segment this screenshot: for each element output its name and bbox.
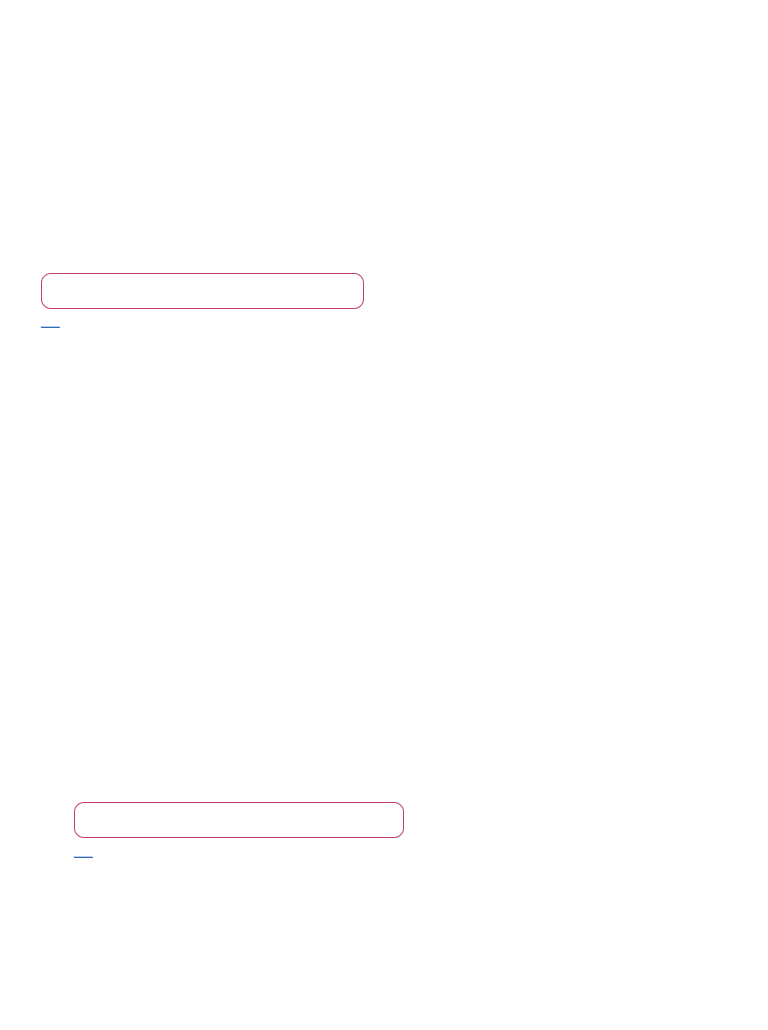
list-item <box>33 154 373 169</box>
example-exercise <box>41 316 371 330</box>
list-item <box>33 443 373 458</box>
list-item <box>33 986 373 1001</box>
task-3-list-continued <box>416 574 746 618</box>
list-item <box>33 111 373 126</box>
list-item <box>416 589 746 604</box>
list-item <box>33 125 373 140</box>
task-1-list <box>33 96 373 183</box>
list-item <box>416 31 746 46</box>
example-exercise <box>74 846 394 860</box>
list-item <box>33 169 373 184</box>
task-3-list-continued <box>416 31 746 60</box>
word-box <box>74 802 404 838</box>
list-item <box>416 603 746 618</box>
list-item <box>33 140 373 155</box>
list-item <box>33 1015 373 1030</box>
example-intro: ____ <box>41 318 60 328</box>
list-item <box>33 472 373 487</box>
list-item <box>49 713 379 728</box>
list-item <box>49 698 379 713</box>
list-item <box>49 684 379 699</box>
list-item <box>33 458 373 473</box>
task-3-list <box>33 986 373 1030</box>
list-item <box>49 655 379 670</box>
list-item <box>49 669 379 684</box>
list-item <box>49 640 379 655</box>
list-item <box>416 574 746 589</box>
example-intro: ____ <box>74 848 93 858</box>
word-box <box>41 273 364 309</box>
list-item <box>33 487 373 502</box>
task-3-list <box>33 443 373 501</box>
list-item <box>416 46 746 61</box>
task-1-list <box>49 640 379 727</box>
list-item <box>33 96 373 111</box>
list-item <box>33 1001 373 1016</box>
